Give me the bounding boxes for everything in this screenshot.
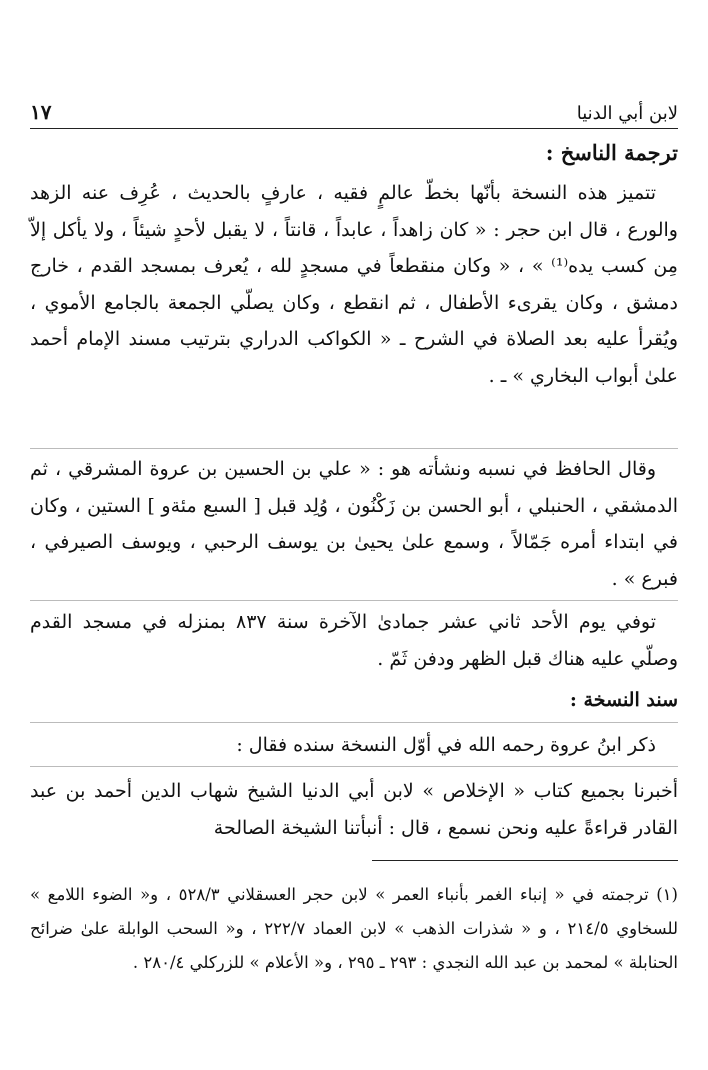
paragraph-divider — [30, 722, 678, 723]
translator-paragraph-1: تتميز هذه النسخة بأنّها بخطّ عالمٍ فقيه ، عارفٍ بالحديث ، عُرِف عنه الزهد والورع ، قال ابن حجر : « كان زاهداً ، عابداً ، قانتاً ، لا يقبل لأحدٍ شيئاً ، ولا يأكل إلاّ مِن كسب يده⁽¹⁾ » ، « وكان منقطعاً في مسجدٍ لله ، يُعرف بمسجد القدم ، خارج دمشق ، وكان يقرىء الأطفال ، ثم انقطع ، وكان يصلّي الجمعة بالجامع الأموي ، ويُقرأ عليه بعد الصلاة في الشرح ـ « الكواكب الدراري بترتيب مسند الإمام أحمد علىٰ أبواب البخاري » ـ . — [30, 182, 678, 387]
paragraph-divider — [30, 766, 678, 767]
translator-paragraph-3: توفي يوم الأحد ثاني عشر جمادىٰ الآخرة سنة ٨٣٧ بمنزله في مسجد القدم وصلّي عليه هناك قبل الظهر ودفن ثَمّ . — [30, 611, 678, 670]
paragraph-divider — [30, 600, 678, 601]
chain-paragraph-2: أخبرنا بجميع كتاب « الإخلاص » لابن أبي الدنيا الشيخ شهاب الدين أحمد بن عبد القادر قراءةً عليه ونحن نسمع ، قال : أنبأتنا الشيخة الصالحة — [30, 780, 678, 839]
running-header — [30, 94, 678, 129]
page-number: ١٧ — [30, 100, 52, 124]
translator-paragraph-2: وقال الحافظ في نسبه ونشأته هو : « علي بن الحسين بن عروة المشرقي ، ثم الدمشقي ، الحنبلي ، أبو الحسن بن زَكْنُون ، وُلِد قبل [ السبع مئةو ] الستين ، وكان في ابتداء أمره جَمّالاً ، وسمع علىٰ يحيىٰ بن يوسف الرحبي ، ويوسف الصيرفي ، فبرع » . — [30, 458, 679, 590]
translator-heading: ترجمة الناسخ : — [545, 140, 678, 165]
chain-paragraph-1: ذكر ابنُ عروة رحمه الله في أوّل النسخة سنده فقال : — [236, 734, 656, 756]
paragraph-divider — [30, 448, 678, 449]
chain-heading: سند النسخة : — [569, 689, 678, 711]
footnote-separator — [372, 860, 678, 861]
running-title: لابن أبي الدنيا — [576, 103, 678, 124]
footnote: (١) ترجمته في « إنباء الغمر بأنباء العمر » لابن حجر العسقلاني ٥٢٨/٣ ، و« الضوء اللامع » للسخاوي ٢١٤/٥ ، و « شذرات الذهب » لابن العماد ٢٢٢/٧ ، و« السحب الوابلة علىٰ ضرائح الحنابلة » لمحمد بن عبد الله النجدي : ٢٩٣ ـ ٢٩٥ ، و« الأعلام » للزركلي ٢٨٠/٤ . — [30, 885, 679, 972]
